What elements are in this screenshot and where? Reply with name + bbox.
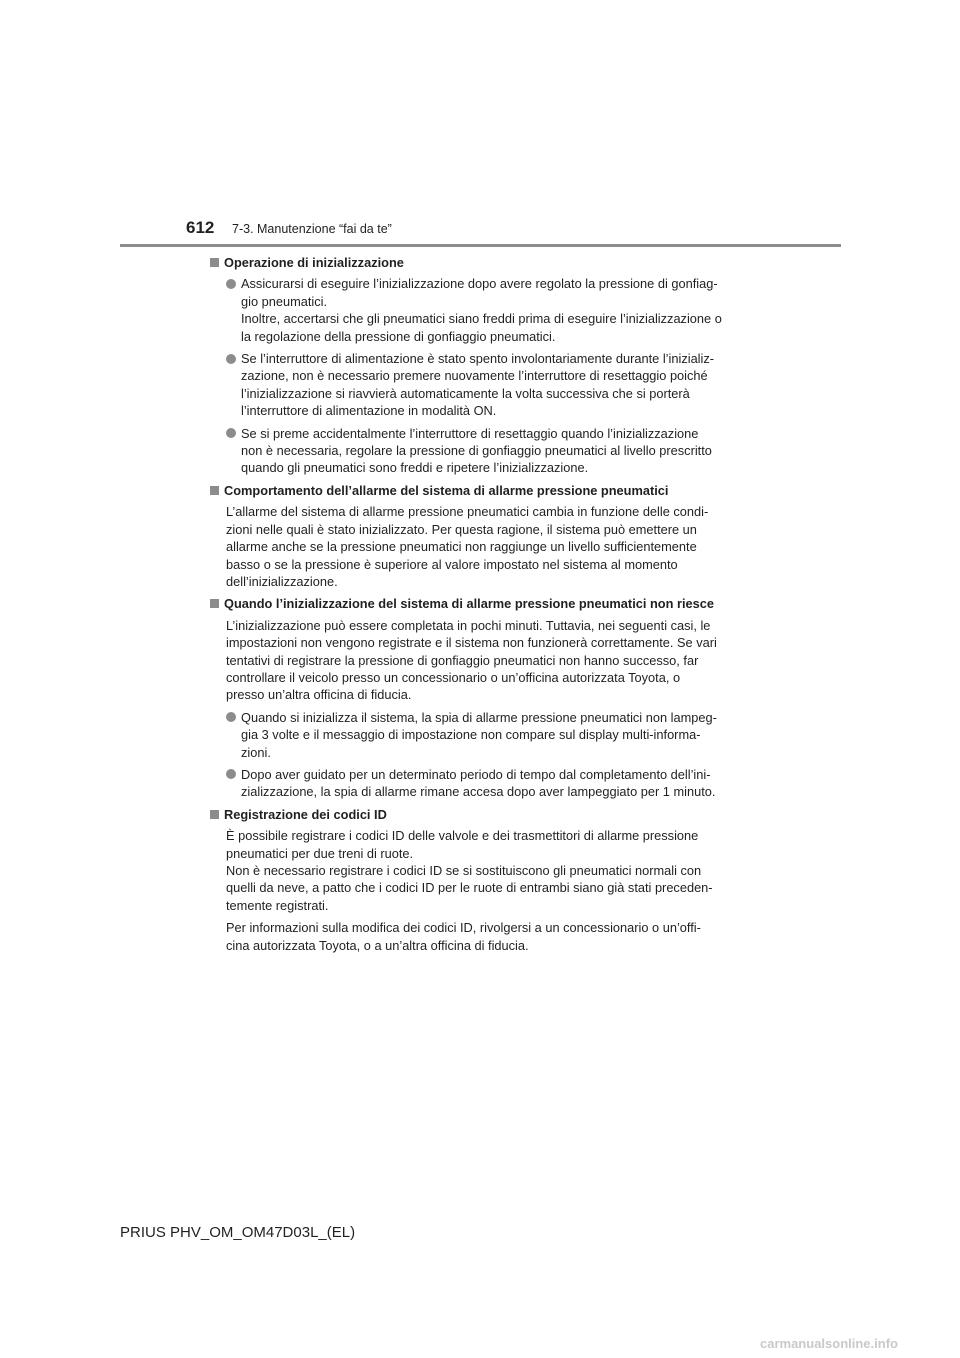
circle-bullet-icon — [226, 428, 236, 438]
text-line: temente registrati. — [226, 897, 329, 913]
list-item — [226, 709, 750, 761]
text-line: Se si preme accidentalmente l’interruttore di resettaggio quando l’inizializzazione — [241, 425, 699, 441]
section-title: 7-3. Manutenzione “fai da te” — [232, 222, 392, 236]
section-heading — [210, 806, 750, 823]
text-line: non è necessaria, regolare la pressione di gonfiaggio pneumatici al livello prescritto — [241, 443, 712, 459]
text-line: Se l’interruttore di alimentazione è stato spento involontariamente durante l’inizializ- — [241, 351, 715, 367]
text-line: tentativi di registrare la pressione di gonfiaggio pneumatici non hanno successo, far — [226, 652, 699, 668]
section-heading — [210, 482, 750, 499]
text-line: L’allarme del sistema di allarme pressione pneumatici cambia in funzione delle condi- — [226, 504, 709, 520]
text-line: zioni nelle quali è stato inizializzato. Per questa ragione, il sistema può emettere un — [226, 521, 697, 537]
list-item — [226, 350, 750, 420]
header-divider — [120, 244, 841, 247]
text-line: Inoltre, accertarsi che gli pneumatici siano freddi prima di eseguire l’inizializzazione o — [241, 311, 722, 327]
section-heading — [210, 254, 750, 271]
page-number: 612 — [186, 218, 215, 237]
document-code-footer: PRIUS PHV_OM_OM47D03L_(EL) — [120, 1224, 356, 1241]
text-line: zioni. — [241, 744, 271, 760]
text-line: zazione, non è necessario premere nuovamente l’interruttore di resettaggio poiché — [241, 368, 708, 384]
text-line: impostazioni non vengono registrate e il sistema non funzionerà correttamente. Se vari — [226, 635, 717, 651]
text-line: zializzazione, la spia di allarme rimane accesa dopo aver lampeggiato per 1 minuto. — [241, 784, 716, 800]
text-line: È possibile registrare i codici ID delle valvole e dei trasmettitori di allarme pressione — [226, 828, 699, 844]
circle-bullet-icon — [226, 279, 236, 289]
square-bullet-icon — [210, 258, 219, 267]
paragraph — [226, 827, 750, 914]
text-line: quando gli pneumatici sono freddi e ripetere l’inizializzazione. — [241, 460, 589, 476]
text-line: la regolazione della pressione di gonfiaggio pneumatici. — [241, 328, 556, 344]
text-line: controllare il veicolo presso un concessionario o un’officina autorizzata Toyota, o — [226, 669, 681, 685]
square-bullet-icon — [210, 486, 219, 495]
text-line: allarme anche se la pressione pneumatici non raggiunge un livello sufficientemente — [226, 539, 697, 555]
text-line: cina autorizzata Toyota, o a un’altra officina di fiducia. — [226, 937, 529, 953]
section-heading — [210, 595, 750, 612]
text-line: Non è necessario registrare i codici ID se si sostituiscono gli pneumatici normali con — [226, 863, 702, 878]
text-line: Dopo aver guidato per un determinato periodo di tempo dal completamento dell’ini- — [241, 766, 711, 782]
page-content — [210, 254, 750, 959]
text-line: dell’inizializzazione. — [226, 573, 338, 589]
text-line: Quando si inizializza il sistema, la spia di allarme pressione pneumatici non lampeg- — [241, 709, 717, 725]
paragraph — [226, 617, 750, 704]
paragraph — [226, 503, 750, 590]
circle-bullet-icon — [226, 354, 236, 364]
square-bullet-icon — [210, 810, 219, 819]
circle-bullet-icon — [226, 769, 236, 779]
text-line: L’inizializzazione può essere completata in pochi minuti. Tuttavia, nei seguenti casi, le — [226, 617, 711, 633]
text-line: l’inizializzazione si riavvierà automaticamente la volta successiva che si porterà — [241, 385, 690, 401]
list-item — [226, 425, 750, 477]
circle-bullet-icon — [226, 712, 236, 722]
text-line: quelli da neve, a patto che i codici ID per le ruote di entrambi siano già stati preceden- — [226, 880, 713, 896]
text-line: pneumatici per due treni di ruote. — [226, 845, 414, 861]
list-item — [226, 275, 750, 345]
watermark: carmanualsonline.info — [760, 1336, 898, 1351]
square-bullet-icon — [210, 599, 219, 608]
text-line: gio pneumatici. — [241, 293, 328, 309]
heading-text: Operazione di inizializzazione — [224, 255, 404, 270]
heading-text: Registrazione dei codici ID — [224, 806, 387, 822]
text-line: presso un’altra officina di fiducia. — [226, 687, 412, 703]
paragraph — [226, 919, 750, 954]
heading-text: Comportamento dell’allarme del sistema di allarme pressione pneumatici — [224, 482, 669, 498]
text-line: basso o se la pressione è superiore al valore impostato nel sistema al momento — [226, 556, 678, 572]
text-line: gia 3 volte e il messaggio di impostazione non compare sul display multi-informa- — [241, 727, 701, 743]
heading-text: Quando l’inizializzazione del sistema di allarme pressione pneumatici non riesce — [224, 596, 714, 612]
text-line: l’interruttore di alimentazione in modalità ON. — [241, 403, 497, 419]
text-line: Per informazioni sulla modifica dei codici ID, rivolgersi a un concessionario o un’offi- — [226, 920, 701, 936]
text-line: Assicurarsi di eseguire l’inizializzazione dopo avere regolato la pressione di gonfiag- — [241, 276, 718, 292]
list-item — [226, 766, 750, 801]
